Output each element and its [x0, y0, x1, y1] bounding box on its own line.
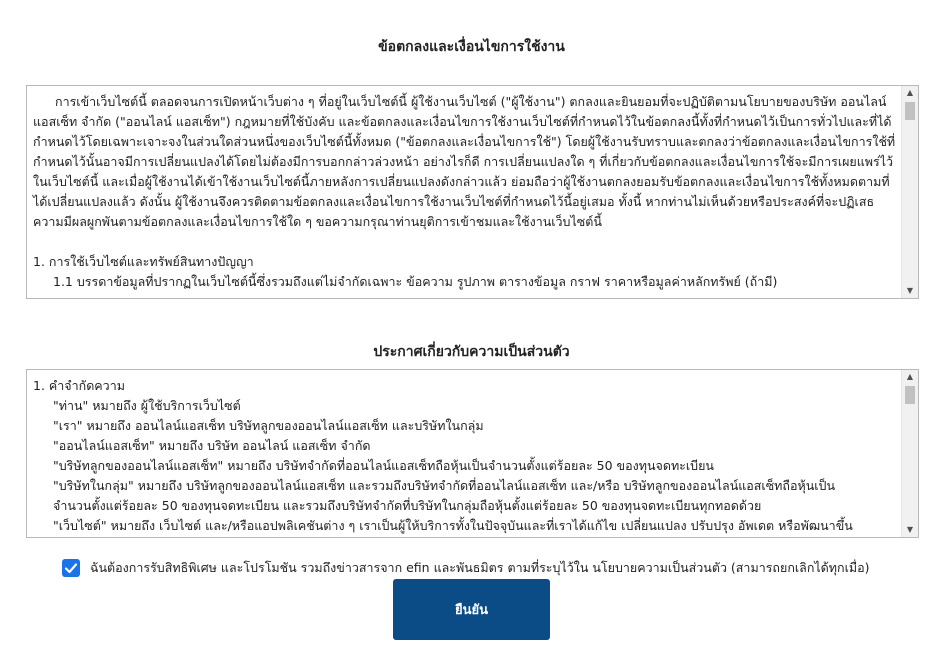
- spacer: [33, 232, 898, 252]
- scroll-up-icon[interactable]: ▲: [906, 372, 914, 381]
- privacy-heading: 1. คำจำกัดความ: [33, 378, 125, 393]
- terms-scrollbar[interactable]: [901, 86, 918, 298]
- checkmark-icon: [64, 561, 78, 575]
- terms-title: ข้อตกลงและเงื่อนไขการใช้งาน: [378, 39, 565, 55]
- terms-section-item: 1.1 บรรดาข้อมูลที่ปรากฏในเว็บไซต์นี้ซึ่งรวมถึงแต่ไม่จำกัดเฉพาะ ข้อความ รูปภาพ ตารางข้อมูล กราฟ ราคาหรือมูลค่าหลักทรัพย์ (ถ้ามี): [53, 274, 778, 289]
- definition-item: "บริษัทลูกของออนไลน์แอสเซ็ท" หมายถึง บริษัทจำกัดที่ออนไลน์แอสเซ็ทถือหุ้นเป็นจำนวนตั้งแต่ร้อยละ 50 ของทุนจดทะเบียน: [53, 458, 714, 473]
- confirm-button[interactable]: ยืนยัน: [393, 579, 550, 640]
- consent-checkbox[interactable]: [62, 559, 80, 577]
- scroll-thumb[interactable]: [905, 102, 915, 120]
- scroll-down-icon[interactable]: ▼: [906, 286, 914, 295]
- scroll-thumb[interactable]: [905, 386, 915, 404]
- privacy-scrollbox[interactable]: [26, 369, 919, 538]
- scroll-down-icon[interactable]: ▼: [906, 525, 914, 534]
- privacy-content: [33, 376, 898, 536]
- scroll-up-icon[interactable]: ▲: [906, 88, 914, 97]
- terms-scrollbox[interactable]: [26, 85, 919, 299]
- definition-item: "เว็บไซต์" หมายถึง เว็บไซต์ และ/หรือแอปพลิเคชันต่าง ๆ เราเป็นผู้ให้บริการทั้งในปัจจุบันและที่เราได้แก้ไข เปลี่ยนแปลง ปรับปรุง อัพเดต หรือพัฒนาขึ้น: [53, 518, 853, 533]
- privacy-scrollbar[interactable]: [901, 370, 918, 537]
- definition-item: จำนวนตั้งแต่ร้อยละ 50 ของทุนจดทะเบียน และรวมถึงบริษัทจำกัดที่บริษัทในกลุ่มถือหุ้นตั้งแต่ร้อยละ 50 ของทุนจดทะเบียนทุกทอดด้วย: [53, 498, 762, 513]
- consent-label[interactable]: ฉันต้องการรับสิทธิพิเศษ และโปรโมชัน รวมถึงข่าวสารจาก efin และพันธมิตร ตามที่ระบุไว้ใน นโยบายความเป็นส่วนตัว (สามารถยกเลิกได้ทุกเมื่อ): [90, 560, 870, 575]
- definition-item: "บริษัทในกลุ่ม" หมายถึง บริษัทลูกของออนไลน์แอสเซ็ท และรวมถึงบริษัทจำกัดที่ออนไลน์แอสเซ็ท และ/หรือ บริษัทลูกของออนไลน์แอสเซ็ทถือหุ้นเป็น: [53, 478, 836, 493]
- definition-item: "ออนไลน์แอสเซ็ท" หมายถึง บริษัท ออนไลน์ แอสเซ็ท จำกัด: [53, 438, 371, 453]
- definition-item: "ท่าน" หมายถึง ผู้ใช้บริการเว็บไซต์: [53, 398, 241, 413]
- terms-content: [33, 92, 898, 292]
- definition-item: "เรา" หมายถึง ออนไลน์แอสเซ็ท บริษัทลูกของออนไลน์แอสเซ็ท และบริษัทในกลุ่ม: [53, 418, 484, 433]
- consent-row: [62, 558, 870, 578]
- terms-section-heading: 1. การใช้เว็บไซต์และทรัพย์สินทางปัญญา: [33, 254, 254, 269]
- privacy-title: ประกาศเกี่ยวกับความเป็นส่วนตัว: [373, 344, 570, 360]
- terms-intro: การเข้าเว็บไซต์นี้ ตลอดจนการเปิดหน้าเว็บต่าง ๆ ที่อยู่ในเว็บไซต์นี้ ผู้ใช้งานเว็บไซต์ ("ผู้ใช้งาน") ตกลงและยินยอมที่จะปฏิบัติตามนโยบายของบริษัท ออนไลน์ แอสเซ็ท จำกัด ("ออนไลน์ แอสเซ็ท") กฎหมายที่ใช้บังคับ และข้อตกลงและเงื่อนไขการใช้งานเว็บไซต์ที่กำหนดไว้ในข้อตกลงนี้ทั้งที่กำหนดไว้เป็นการทั่วไปและที่ได้กำหนดไว้โดยเฉพาะเจาะจงในส่วนใดส่วนหนึ่งของเว็บไซต์นี้ทั้งหมด ("ข้อตกลงและเงื่อนไขการใช้") โดยผู้ใช้งานรับทราบและตกลงว่าข้อตกลงและเงื่อนไขการใช้ที่กำหนดไว้นั้นอาจมีการเปลี่ยนแปลงได้โดยไม่ต้องมีการบอกกล่าวล่วงหน้า อย่างไรก็ดี การเปลี่ยนแปลงใด ๆ ที่เกี่ยวกับข้อตกลงและเงื่อนไขการใช้จะมีการเผยแพร่ไว้ในเว็บไซต์นี้ และเมื่อผู้ใช้งานได้เข้าใช้งานเว็บไซต์นี้ภายหลังการเปลี่ยนแปลงดังกล่าวแล้ว ย่อมถือว่าผู้ใช้งานตกลงยอมรับข้อตกลงและเงื่อนไขการใช้ทั้งหมดตามที่ได้เปลี่ยนแปลงแล้ว ดังนั้น ผู้ใช้งานจึงควรติดตามข้อตกลงและเงื่อนไขการใช้งานเว็บไซต์ที่กำหนดไว้นี้อยู่เสมอ ทั้งนี้ หากท่านไม่เห็นด้วยหรือประสงค์ที่จะปฏิเสธความมีผลผูกพันตามข้อตกลงและเงื่อนไขการใช้ใด ๆ ขอความกรุณาท่านยุติการเข้าชมและใช้งานเว็บไซต์นี้: [33, 94, 896, 229]
